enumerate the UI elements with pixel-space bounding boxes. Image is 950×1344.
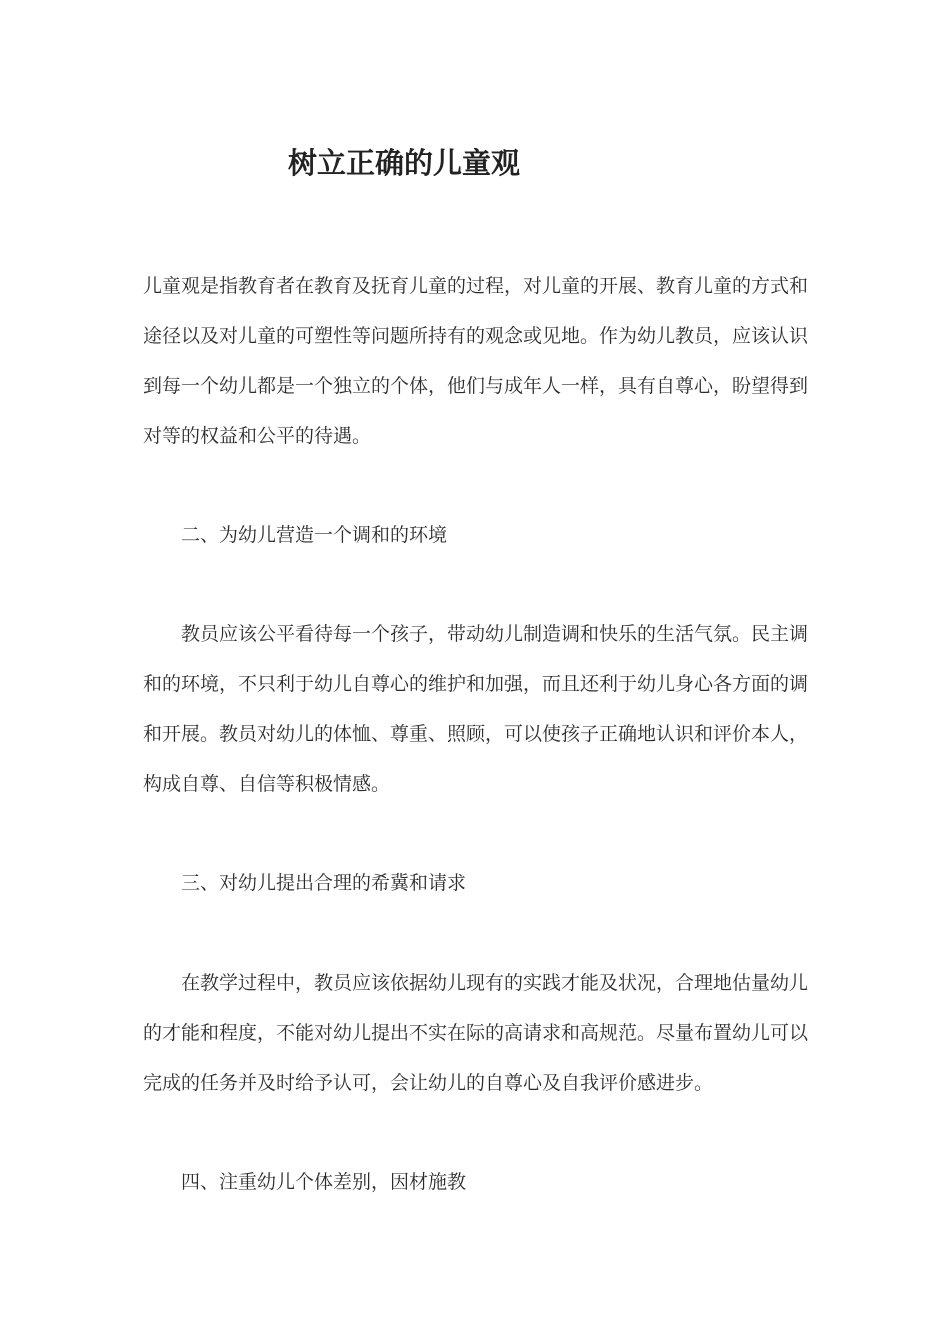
section-body-3: 在教学过程中，教员应该依据幼儿现有的实践才能及状况，合理地估量幼儿的才能和程度，不能对幼儿提出不实在际的高请求和高规范。尽量布置幼儿可以完成的任务并及时给予认可，会让幼儿的自尊心及自我评价感进步。 bbox=[143, 972, 809, 1094]
section-heading-4: 四、注重幼儿个体差别，因材施教 bbox=[181, 1171, 467, 1193]
section-heading-3: 三、对幼儿提出合理的希冀和请求 bbox=[181, 872, 467, 894]
section-body-2: 教员应该公平看待每一个孩子，带动幼儿制造调和快乐的生活气氛。民主调和的环境，不只利于幼儿自尊心的维护和加强，而且还利于幼儿身心各方面的调和开展。教员对幼儿的体恤、尊重、照顾，可以使孩子正确地认识和评价本人，构成自尊、自信等积极情感。 bbox=[143, 623, 809, 795]
section-heading-2: 二、为幼儿营造一个调和的环境 bbox=[181, 524, 448, 546]
document-title: 树立正确的儿童观 bbox=[288, 146, 521, 180]
intro-paragraph: 儿童观是指教育者在教育及抚育儿童的过程，对儿童的开展、教育儿童的方式和途径以及对儿童的可塑性等问题所持有的观念或见地。作为幼儿教员，应该认识到每一个幼儿都是一个独立的个体，他们与成年人一样，具有自尊心，盼望得到对等的权益和公平的待遇。 bbox=[143, 275, 809, 447]
